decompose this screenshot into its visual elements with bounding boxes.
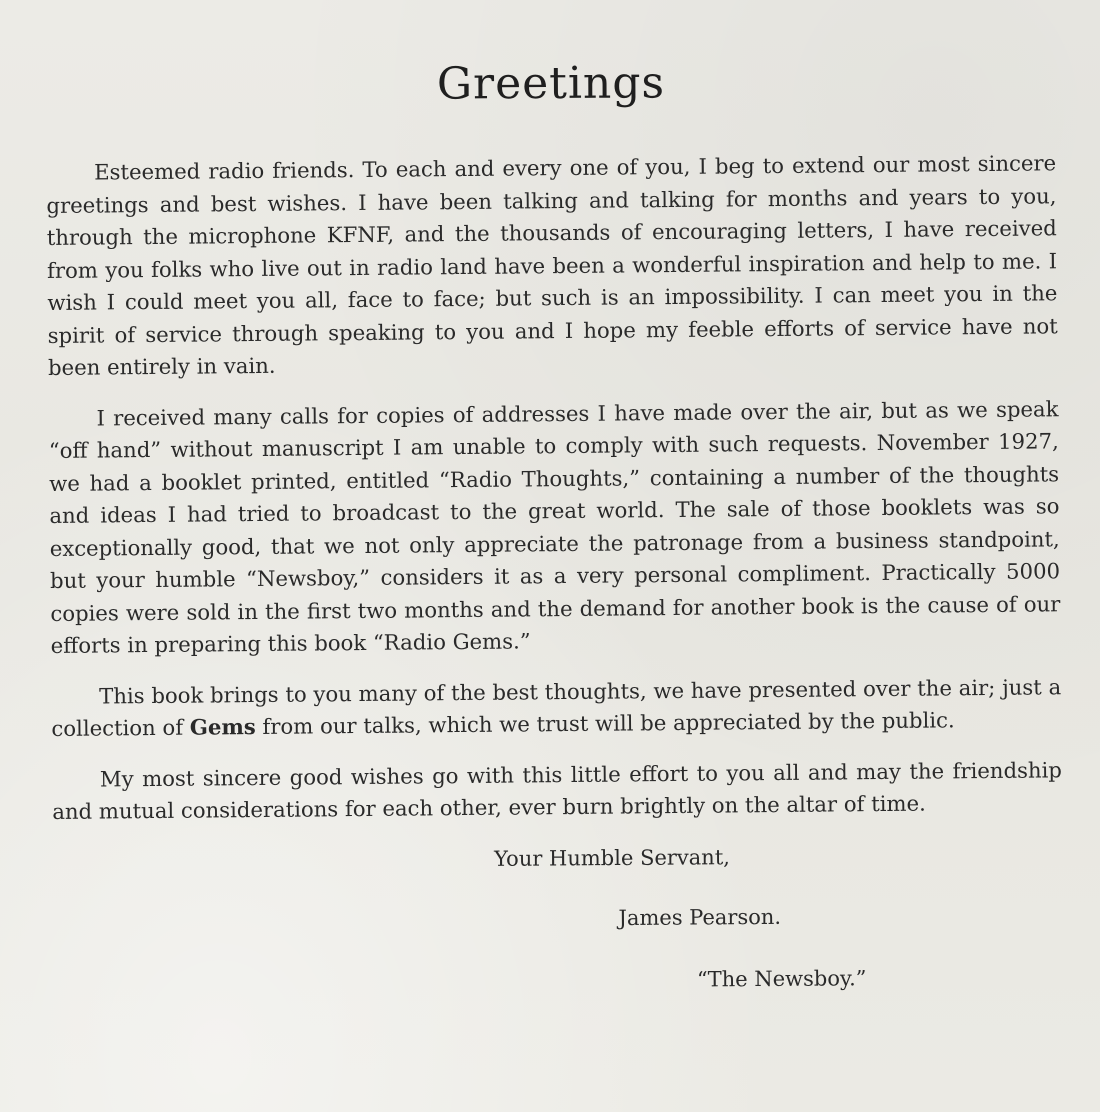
- paragraph-1: Esteemed radio friends. To each and every one of you, I beg to extend our most sincere greetings and best wishes. I have been talking and talking for months and years to you, through the microphone KFNF, and the thousands of encouraging letters, I have received from you folks who live out in radio land have been a wonderful inspiration and help to me. I wish I could meet you all, face to face; but such is an impossibility. I can meet you in the spirit of service through speaking to you and I hope my feeble efforts of service have not been entirely in vain.: [46, 150, 1058, 380]
- paragraph-2: I received many calls for copies of addresses I have made over the air, but as we speak “off hand” without manuscript I am unable to comply with such requests. November 1927, we had a booklet printed, entitled “Radio Thoughts,” containing a number of the thoughts and ideas I had tried to broadcast to the great world. The sale of those booklets was so exceptionally good, that we not only appreciate the patronage from a business standpoint, but your humble “Newsboy,” considers it as a very personal compliment. Practically 5000 copies were sold in the first two months and the demand for another book is the cause of our efforts in preparing this book “Radio Gems.”: [48, 395, 1061, 658]
- letter-body: [46, 147, 1062, 828]
- closing-salutation: Your Humble Servant,: [494, 844, 730, 871]
- signature-block: [46, 839, 1057, 998]
- paragraph-4: My most sincere good wishes go with this little effort to you all and may the friendship and mutual considerations for each other, ever burn brightly on the altar of time.: [52, 756, 1063, 824]
- page-title: Greetings: [436, 57, 666, 110]
- signer-name: James Pearson.: [618, 904, 782, 930]
- paragraph-3-emphasis: Gems: [189, 714, 256, 740]
- paragraph-3-start: This book brings to you many of the best thoughts, we have presented over the air; just a collection of: [51, 673, 1062, 741]
- paragraph-3: [51, 671, 1062, 746]
- paragraph-3-end: from our talks, which we trust will be appreciated by the public.: [255, 707, 955, 740]
- signer-nickname: “The Newsboy.”: [696, 965, 867, 991]
